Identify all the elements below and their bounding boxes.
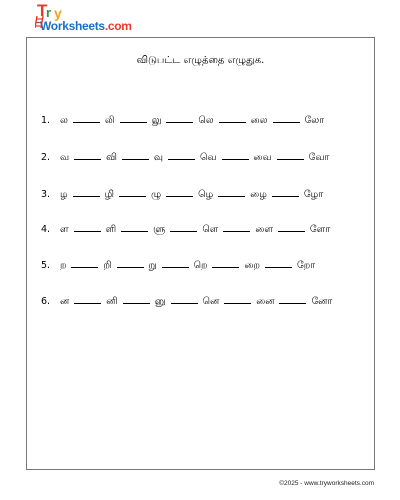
exercise-row-2 — [41, 147, 332, 163]
answer-blank[interactable] — [223, 219, 250, 232]
answer-blank[interactable] — [224, 291, 251, 304]
tamil-letter: வை — [253, 152, 272, 163]
tamil-letter: னெ — [202, 296, 220, 307]
worksheet-frame — [26, 37, 375, 470]
answer-blank[interactable] — [73, 110, 100, 123]
tamil-letter: னை — [256, 296, 275, 307]
answer-blank[interactable] — [120, 110, 147, 123]
tamil-letter: ழி — [104, 189, 115, 200]
tamil-letter: வோ — [308, 152, 330, 163]
tamil-letter: று — [148, 260, 157, 271]
answer-blank[interactable] — [162, 255, 189, 268]
logo-letter-r: r — [46, 5, 52, 20]
tamil-letter: வ — [60, 152, 70, 163]
answer-blank[interactable] — [265, 255, 292, 268]
tamil-letter: ழெ — [198, 189, 214, 200]
answer-blank[interactable] — [74, 147, 101, 160]
tamil-letter: லோ — [304, 115, 325, 126]
answer-blank[interactable] — [279, 291, 306, 304]
logo-wordmark — [40, 19, 132, 33]
answer-blank[interactable] — [122, 147, 149, 160]
site-logo — [35, 1, 135, 33]
tamil-letter: ளு — [153, 224, 166, 235]
row-number: 5. — [41, 260, 51, 271]
tamil-letter: றி — [103, 260, 112, 271]
row-number: 1. — [41, 115, 51, 126]
worksheet-instruction: விடுபட்ட எழுத்தை எழுதுக. — [136, 55, 265, 66]
logo-letter-t: T — [37, 1, 48, 20]
exercise-row-3 — [41, 184, 326, 200]
tamil-letter: ன — [60, 296, 70, 307]
tamil-letter: லி — [104, 115, 115, 126]
tamil-letter: ள — [60, 224, 69, 235]
answer-blank[interactable] — [168, 147, 195, 160]
answer-blank[interactable] — [278, 219, 305, 232]
answer-blank[interactable] — [272, 184, 299, 197]
tamil-letter: றெ — [193, 260, 208, 271]
logo-word-text: Worksheets — [40, 19, 105, 33]
tamil-letter: லெ — [198, 115, 214, 126]
tamil-letter: றோ — [296, 260, 316, 271]
tamil-letter: ழோ — [303, 189, 324, 200]
row-number: 6. — [41, 296, 51, 307]
tamil-letter: னி — [106, 296, 118, 307]
answer-blank[interactable] — [74, 291, 101, 304]
answer-blank[interactable] — [73, 184, 100, 197]
tamil-letter: லை — [250, 115, 268, 126]
answer-blank[interactable] — [117, 255, 144, 268]
tamil-letter: வு — [153, 152, 163, 163]
tamil-letter: ளோ — [309, 224, 331, 235]
logo-domain-suffix: .com — [104, 19, 132, 33]
tamil-letter: ழு — [151, 189, 162, 200]
answer-blank[interactable] — [171, 291, 198, 304]
answer-blank[interactable] — [123, 291, 150, 304]
answer-blank[interactable] — [277, 147, 304, 160]
exercise-row-1 — [41, 110, 327, 126]
tamil-letter: லு — [151, 115, 162, 126]
exercise-row-4 — [41, 219, 333, 235]
logo-letter-y: y — [54, 5, 62, 21]
answer-blank[interactable] — [121, 219, 148, 232]
tamil-letter: ல — [60, 115, 68, 126]
tamil-letter: ற — [60, 260, 67, 271]
answer-blank[interactable] — [273, 110, 300, 123]
answer-blank[interactable] — [119, 184, 146, 197]
answer-blank[interactable] — [170, 219, 197, 232]
tamil-letter: ளி — [105, 224, 117, 235]
exercise-row-5 — [41, 255, 318, 271]
tamil-letter: னு — [154, 296, 166, 307]
answer-blank[interactable] — [219, 110, 246, 123]
answer-blank[interactable] — [212, 255, 239, 268]
answer-blank[interactable] — [74, 219, 101, 232]
tamil-letter: றை — [244, 260, 260, 271]
tamil-letter: னோ — [311, 296, 333, 307]
tamil-letter: வி — [106, 152, 117, 163]
answer-blank[interactable] — [166, 110, 193, 123]
answer-blank[interactable] — [166, 184, 193, 197]
tamil-letter: ழ — [60, 189, 68, 200]
answer-blank[interactable] — [222, 147, 249, 160]
row-number: 4. — [41, 224, 51, 235]
tamil-letter: வெ — [200, 152, 217, 163]
tamil-letter: ளெ — [202, 224, 219, 235]
copyright-footer: ©2025 - www.tryworksheets.com — [279, 480, 374, 487]
tamil-letter: ழை — [250, 189, 267, 200]
answer-blank[interactable] — [218, 184, 245, 197]
tamil-letter: ளை — [255, 224, 273, 235]
exercise-row-6 — [41, 291, 335, 307]
row-number: 2. — [41, 152, 51, 163]
answer-blank[interactable] — [71, 255, 98, 268]
row-number: 3. — [41, 189, 51, 200]
